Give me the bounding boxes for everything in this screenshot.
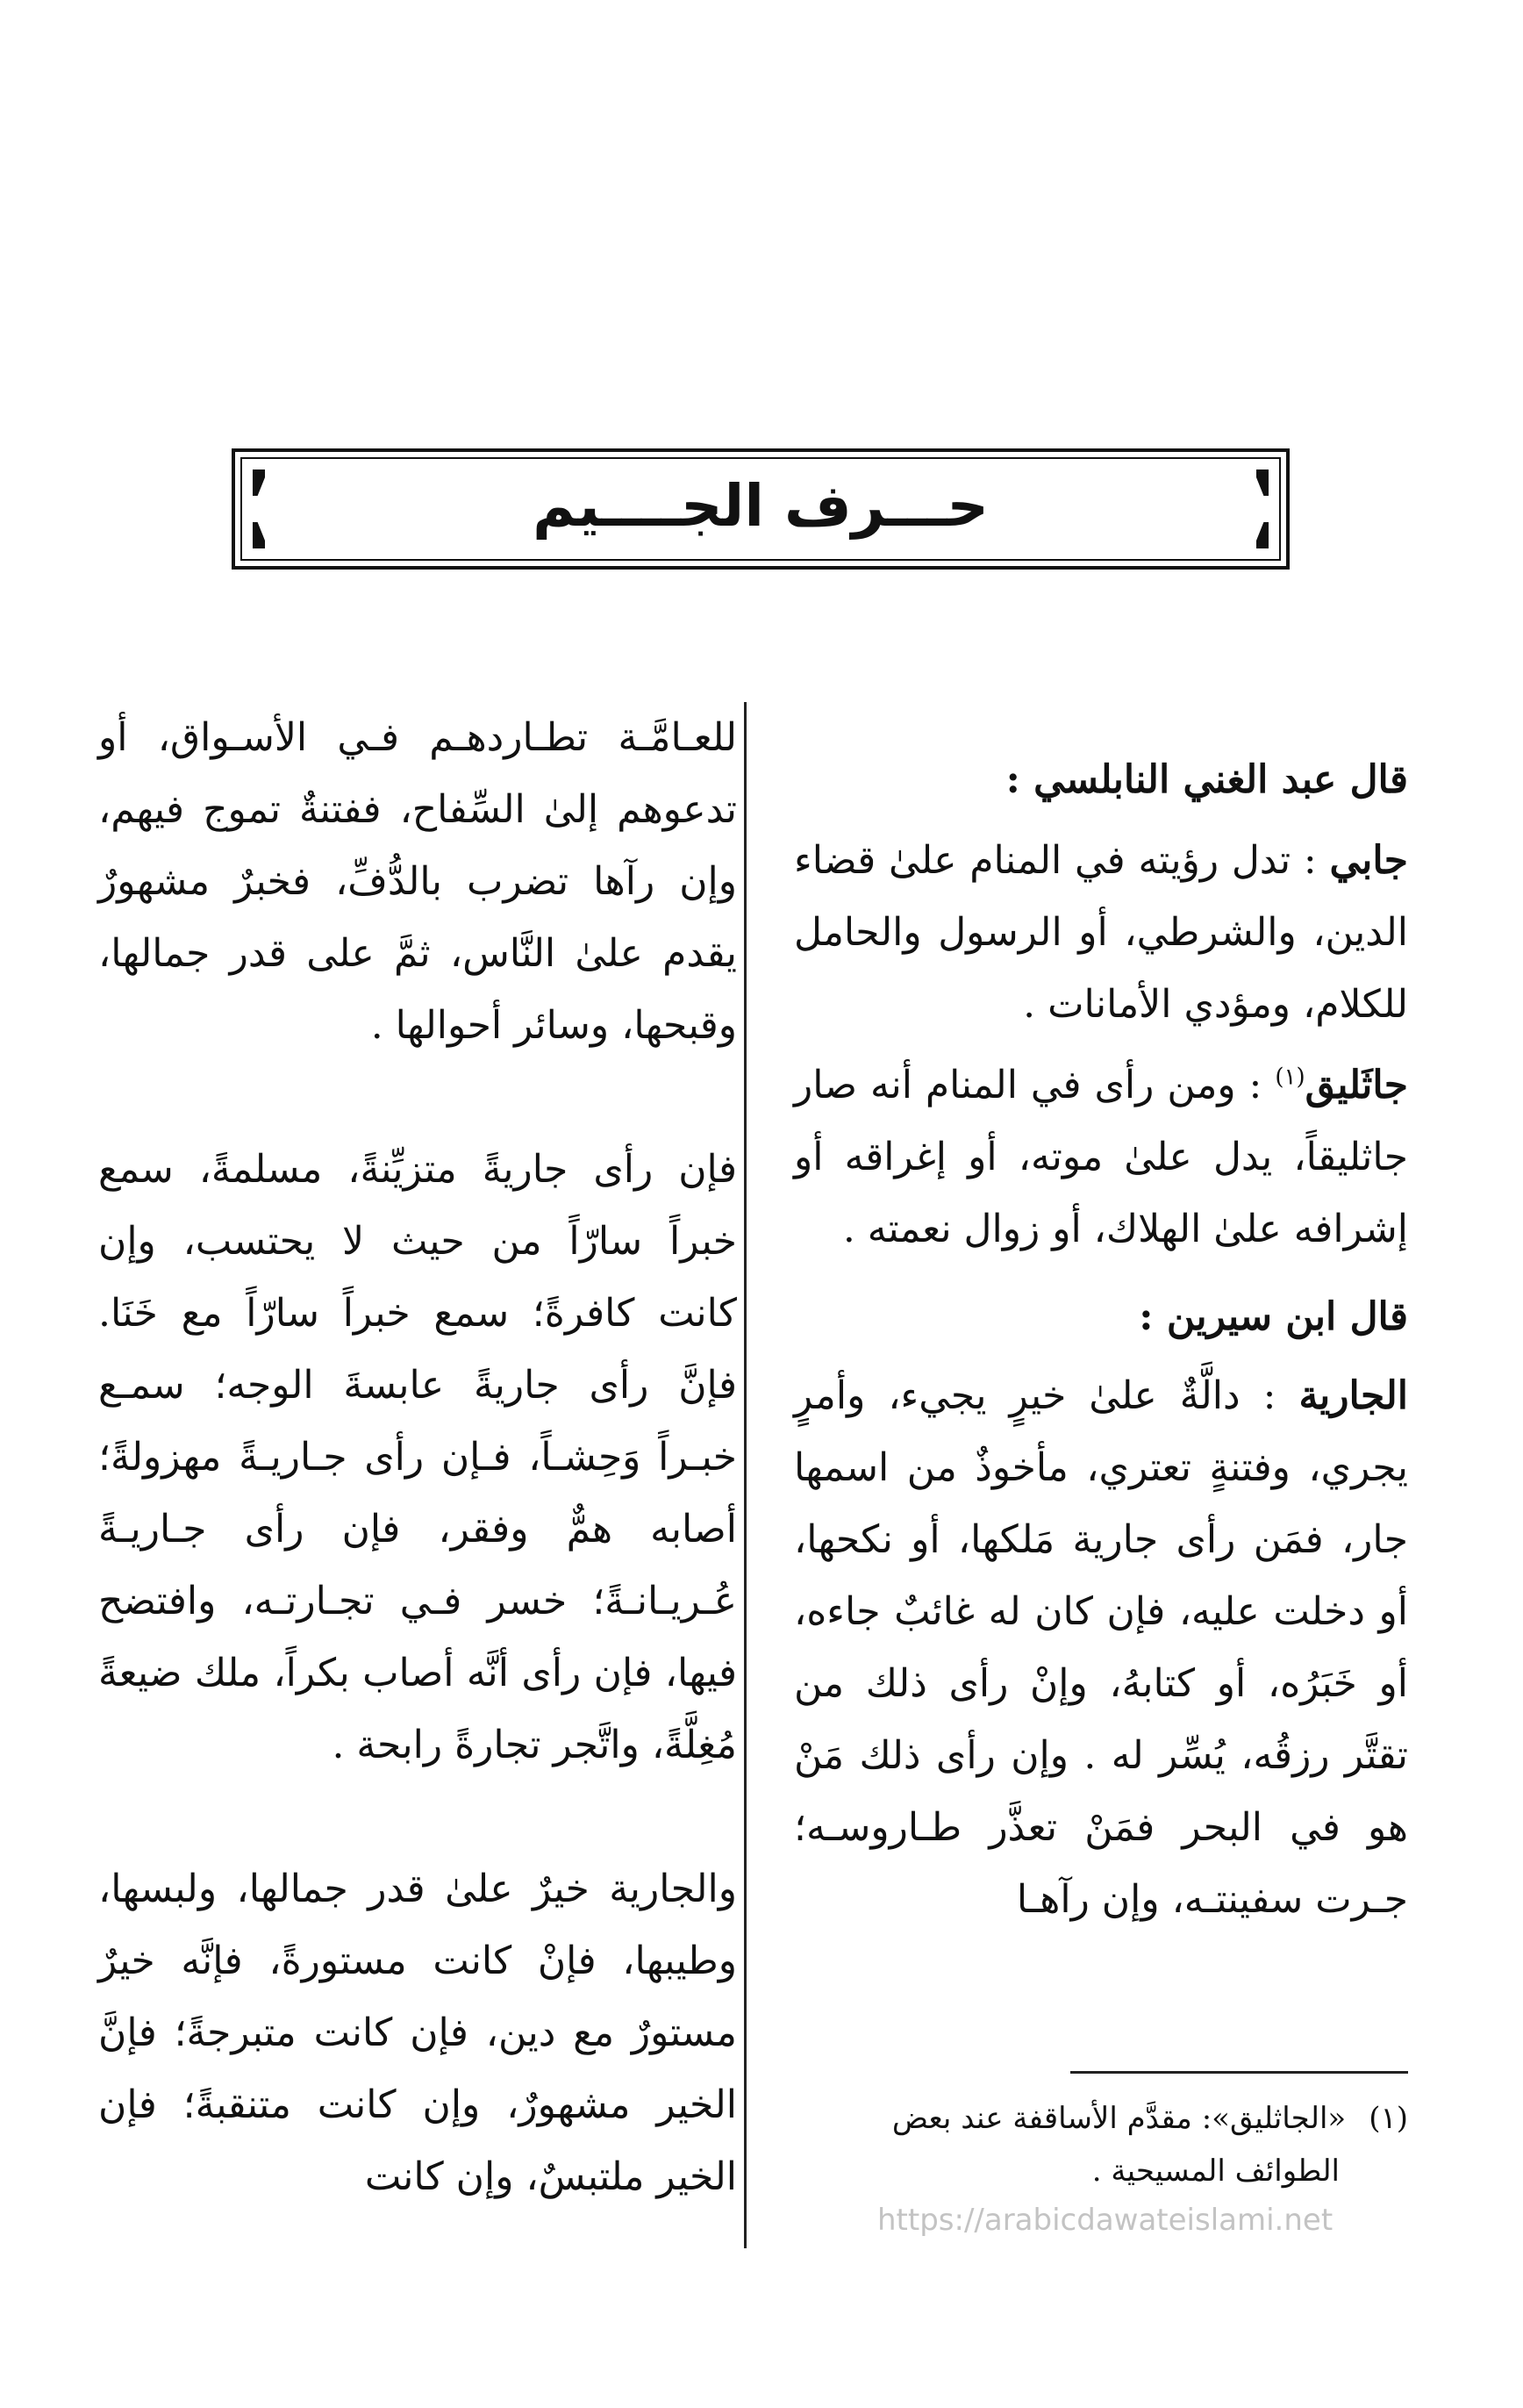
footnote-text: «الجاثليق»: مقدَّم الأساقفة عند بعض	[891, 2101, 1347, 2136]
entry-jathaliq	[794, 1050, 1408, 1265]
paragraph: والجارية خيرٌ علىٰ قدر جمالها، ولبسها، وطيبها، فإنْ كانت مستورةً، فإنَّه خيرٌ مستورٌ مع دين، فإن كانت متبرجةً؛ فإنَّ الخير مشهورٌ، وإن كانت متنقبةً؛ فإن الخير ملتبسٌ، وإن كانت	[98, 1867, 737, 2199]
entry-jariya	[794, 1360, 1408, 1936]
column-divider	[744, 702, 747, 2248]
entry-term: جابي	[1329, 838, 1408, 883]
footnote-marker: (١)	[1275, 1064, 1305, 1091]
entry-term: الجارية	[1298, 1373, 1408, 1418]
watermark-url: https://arabicdawateislami.net	[877, 2203, 1334, 2238]
left-column	[98, 702, 737, 2213]
footnote-number: (١)	[1369, 2101, 1408, 2136]
footnote-text-continued: الطوائف المسيحية .	[1091, 2154, 1340, 2189]
paragraph: للعـامَّـة تطـاردهـم فـي الأسـواق، أو تدعوهم إلىٰ السِّفاح، ففتنةٌ تموج فيهم، وإن رآها تضرب بالدُّفِّ، فخبرٌ مشهورٌ يقدم علىٰ النَّاس، ثمَّ على قدر جمالها، وقبحها، وسائر أحوالها .	[98, 715, 737, 1048]
entry-term: جاثَليق	[1305, 1063, 1408, 1107]
entry-jabi	[794, 825, 1408, 1041]
section-heading-nabulsi: قال عبد الغني النابلسي :	[1005, 757, 1408, 802]
entry-text: : دالَّةٌ علىٰ خيرٍ يجيء، وأمرٍ يجري، وفتنةٍ تعتري، مأخوذٌ من اسمها جار، فمَن رأى جارية مَلكها، أو نكحها، أو دخلت عليه، فإن كان له غائبٌ جاءه، أو خَبَرُه، أو كتابهُ، وإنْ رأى ذلك من تقتَّر رزقُه، يُسِّر له . وإن رأى ذلك مَنْ هو في البحر فمَنْ تعذَّر طـاروسـه؛ جـرت سفينتـه، وإن رآهـا	[794, 1373, 1408, 1922]
footnote	[794, 2092, 1408, 2197]
section-heading-ibn-sirin: قال ابن سيرين :	[1139, 1294, 1408, 1339]
entry-text: : ومن رأى في المنام أنه صار جاثليقاً، يدل علىٰ موته، أو إغراقه أو إشرافه علىٰ الهلاك، أو زوال نعمته .	[794, 1063, 1408, 1251]
chapter-title: حـــرف الجــــيم	[533, 472, 989, 540]
right-column	[794, 702, 1408, 1936]
footnote-rule	[1070, 2071, 1408, 2074]
entry-text: : تدل رؤيته في المنام علىٰ قضاء الدين، والشرطي، أو الرسول والحامل للكلام، ومؤدي الأمانات .	[794, 838, 1408, 1027]
paragraph: فإن رأى جاريةً متزيِّنةً، مسلمةً، سمع خبراً سارّاً من حيث لا يحتسب، وإن كانت كافرةً؛ سمع خبراً سارّاً مع خَنَا. فإنَّ رأى جاريةً عابسةَ الوجه؛ سمـع خبـراً وَحِشـاً، فـإن رأى جـاريـةً مهزولةً؛ أصابه همٌّ وفقر، فإن رأى جـاريـةً عُـريـانـةً؛ خسر فـي تجـارتـه، وافتضح فيها، فإن رأى أنَّه أصاب بكراً، ملك ضيعةً مُغِلَّةً، واتَّجر تجارةً رابحة .	[98, 1147, 737, 1767]
title-frame	[232, 448, 1290, 570]
